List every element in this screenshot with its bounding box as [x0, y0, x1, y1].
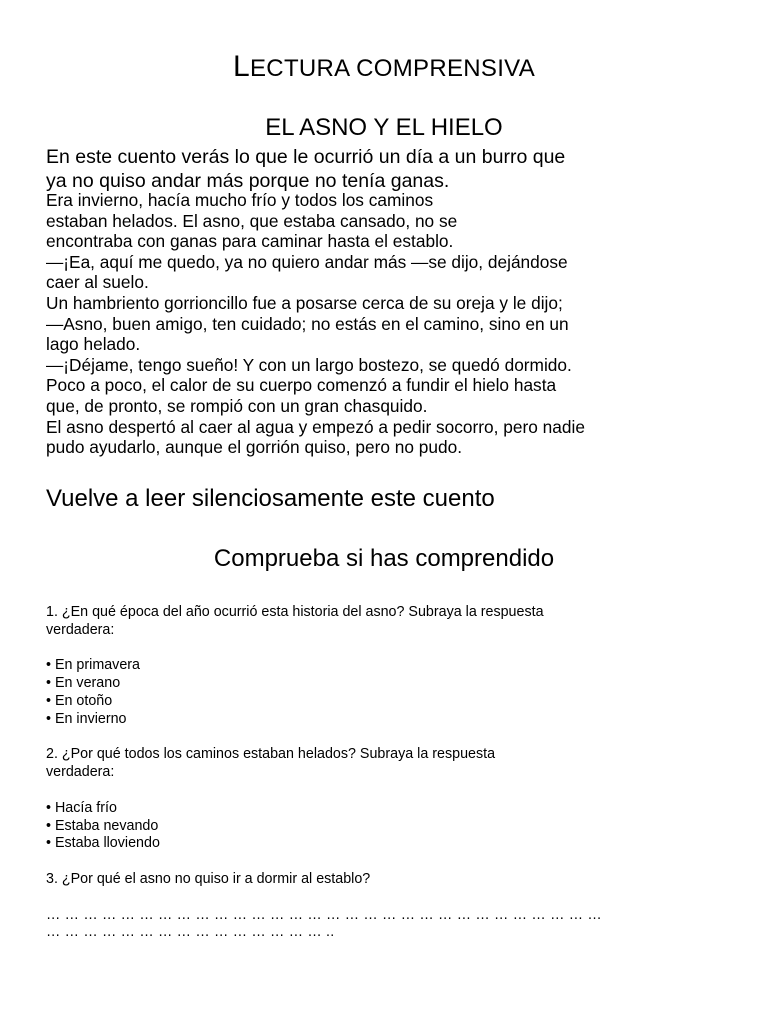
option-item: • En otoño [46, 692, 113, 709]
story-line: El asno despertó al caer al agua y empezó a pedir socorro, pero nadie [46, 416, 585, 437]
reread-instruction: Vuelve a leer silenciosamente este cuento [46, 485, 495, 512]
option-item: • Estaba nevando [46, 817, 159, 834]
question-1-continued: verdadera: [46, 621, 115, 638]
story-line: Poco a poco, el calor de su cuerpo comenzó a fundir el hielo hasta [46, 375, 557, 396]
story-line: que, de pronto, se rompió con un gran chasquido. [46, 395, 428, 416]
answer-line: … … … … … … … … … … … … … … … … … … … … … … … … … … … … … … … … … … … … … … … … … … … … … .. [46, 906, 602, 941]
story-line: —¡Ea, aquí me quedo, ya no quiero andar más —se dijo, dejándose [46, 251, 568, 272]
story-title: EL ASNO Y EL HIELO [265, 114, 503, 141]
option-item: • Estaba lloviendo [46, 835, 160, 852]
page-title-rest: ECTURA COMPRENSIVA [250, 55, 535, 82]
story-line: —¡Déjame, tengo sueño! Y con un largo bostezo, se quedó dormido. [46, 354, 572, 375]
intro-line: ya no quiso andar más porque no tenía ganas. [46, 170, 450, 192]
story-line: estaban helados. El asno, que estaba cansado, no se [46, 210, 458, 231]
story-line: encontraba con ganas para caminar hasta el establo. [46, 231, 454, 252]
story-line: caer al suelo. [46, 272, 149, 293]
page-title-initial: L [233, 50, 250, 83]
story-line: pudo ayudarlo, aunque el gorrión quiso, pero no pudo. [46, 437, 463, 458]
question-3: 3. ¿Por qué el asno no quiso ir a dormir al establo? [46, 870, 371, 887]
story-line: —Asno, buen amigo, ten cuidado; no estás en el camino, sino en un [46, 313, 569, 334]
option-item: • En verano [46, 675, 121, 692]
option-item: • En invierno [46, 710, 127, 727]
option-item: • En primavera [46, 657, 140, 674]
story-intro [46, 145, 626, 193]
questions-section [46, 604, 606, 942]
question-1: 1. ¿En qué época del año ocurrió esta historia del asno? Subraya la respuesta [46, 604, 544, 620]
comprehension-heading: Comprueba si has comprendido [213, 545, 555, 572]
story-line: Un hambriento gorrioncillo fue a posarse cerca de su oreja y le dijo; [46, 292, 563, 313]
question-2: 2. ¿Por qué todos los caminos estaban helados? Subraya la respuesta [46, 746, 496, 763]
page-title [0, 50, 768, 84]
story-line: Era invierno, hacía mucho frío y todos los caminos [46, 190, 434, 210]
intro-line: En este cuento verás lo que le ocurrió un día a un burro que [46, 146, 566, 168]
question-2-continued: verdadera: [46, 764, 115, 781]
story-line: lago helado. [46, 334, 141, 355]
story-body [46, 190, 626, 458]
option-item: • Hacía frío [46, 799, 117, 816]
